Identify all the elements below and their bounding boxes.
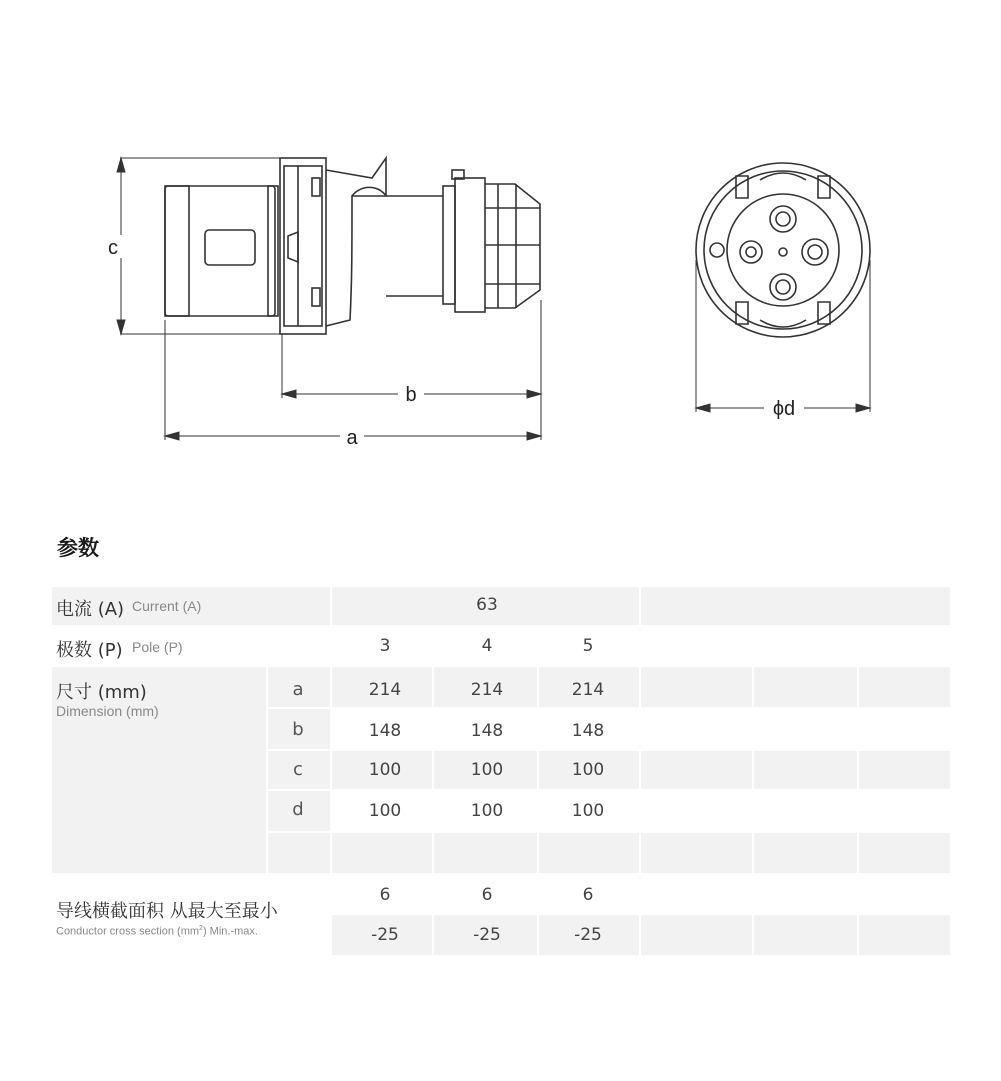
section-title: 参数 bbox=[57, 536, 99, 560]
dim-label-a: a bbox=[346, 427, 358, 449]
dimension-b-value-1: 148 bbox=[368, 721, 402, 741]
side-view bbox=[165, 158, 540, 334]
cross-section-label-en: Conductor cross section $(mm^2)$ Min.-max. bbox=[56, 925, 258, 938]
current-label-en: Current (A) bbox=[132, 598, 202, 614]
dimension-d-value-1: 100 bbox=[368, 801, 402, 821]
front-view bbox=[696, 163, 870, 337]
dimension-key-a: a bbox=[292, 679, 304, 700]
side-dimensions bbox=[117, 158, 541, 440]
dimension-b-value-2: 148 bbox=[470, 721, 504, 741]
cross-section-min-2: -25 bbox=[473, 925, 501, 945]
cross-section-max-2: 6 bbox=[481, 885, 493, 905]
cross-section-max-1: 6 bbox=[379, 885, 391, 905]
dimension-key-b: b bbox=[292, 719, 304, 740]
cross-section-max-3: 6 bbox=[582, 885, 594, 905]
pole-label-en: Pole (P) bbox=[132, 639, 183, 655]
pole-value-1: 3 bbox=[379, 636, 391, 656]
cross-section-min-1: -25 bbox=[371, 925, 399, 945]
dimension-b-value-3: 148 bbox=[571, 721, 605, 741]
dimension-label-en: Dimension (mm) bbox=[56, 703, 159, 719]
pole-label-zh: 极数 (P) bbox=[56, 640, 123, 661]
spec-table bbox=[52, 587, 950, 957]
dim-label-c: c bbox=[108, 237, 118, 259]
dimension-d-value-3: 100 bbox=[571, 801, 605, 821]
cross-section-label-zh: 导线横截面积 从最大至最小 bbox=[56, 901, 278, 922]
dimension-c-value-3: 100 bbox=[571, 760, 605, 780]
front-dimensions bbox=[696, 260, 870, 412]
dim-label-d: ϕd bbox=[772, 398, 796, 420]
current-value: 63 bbox=[476, 595, 498, 615]
pole-value-2: 4 bbox=[481, 636, 493, 656]
current-label-zh: 电流 (A) bbox=[56, 599, 125, 620]
dimension-d-value-2: 100 bbox=[470, 801, 504, 821]
dimension-label-zh: 尺寸 (mm) bbox=[56, 682, 147, 703]
dimension-c-value-2: 100 bbox=[470, 760, 504, 780]
cross-section-min-3: -25 bbox=[574, 925, 602, 945]
technical-drawing bbox=[0, 0, 1001, 500]
dimension-a-value-2: 214 bbox=[470, 680, 504, 700]
dimension-a-value-1: 214 bbox=[368, 680, 402, 700]
dimension-c-value-1: 100 bbox=[368, 760, 402, 780]
pole-value-3: 5 bbox=[582, 636, 594, 656]
dimension-a-value-3: 214 bbox=[571, 680, 605, 700]
dim-label-b: b bbox=[405, 384, 417, 406]
dimension-key-d: d bbox=[292, 799, 304, 820]
dimension-key-c: c bbox=[293, 759, 303, 780]
